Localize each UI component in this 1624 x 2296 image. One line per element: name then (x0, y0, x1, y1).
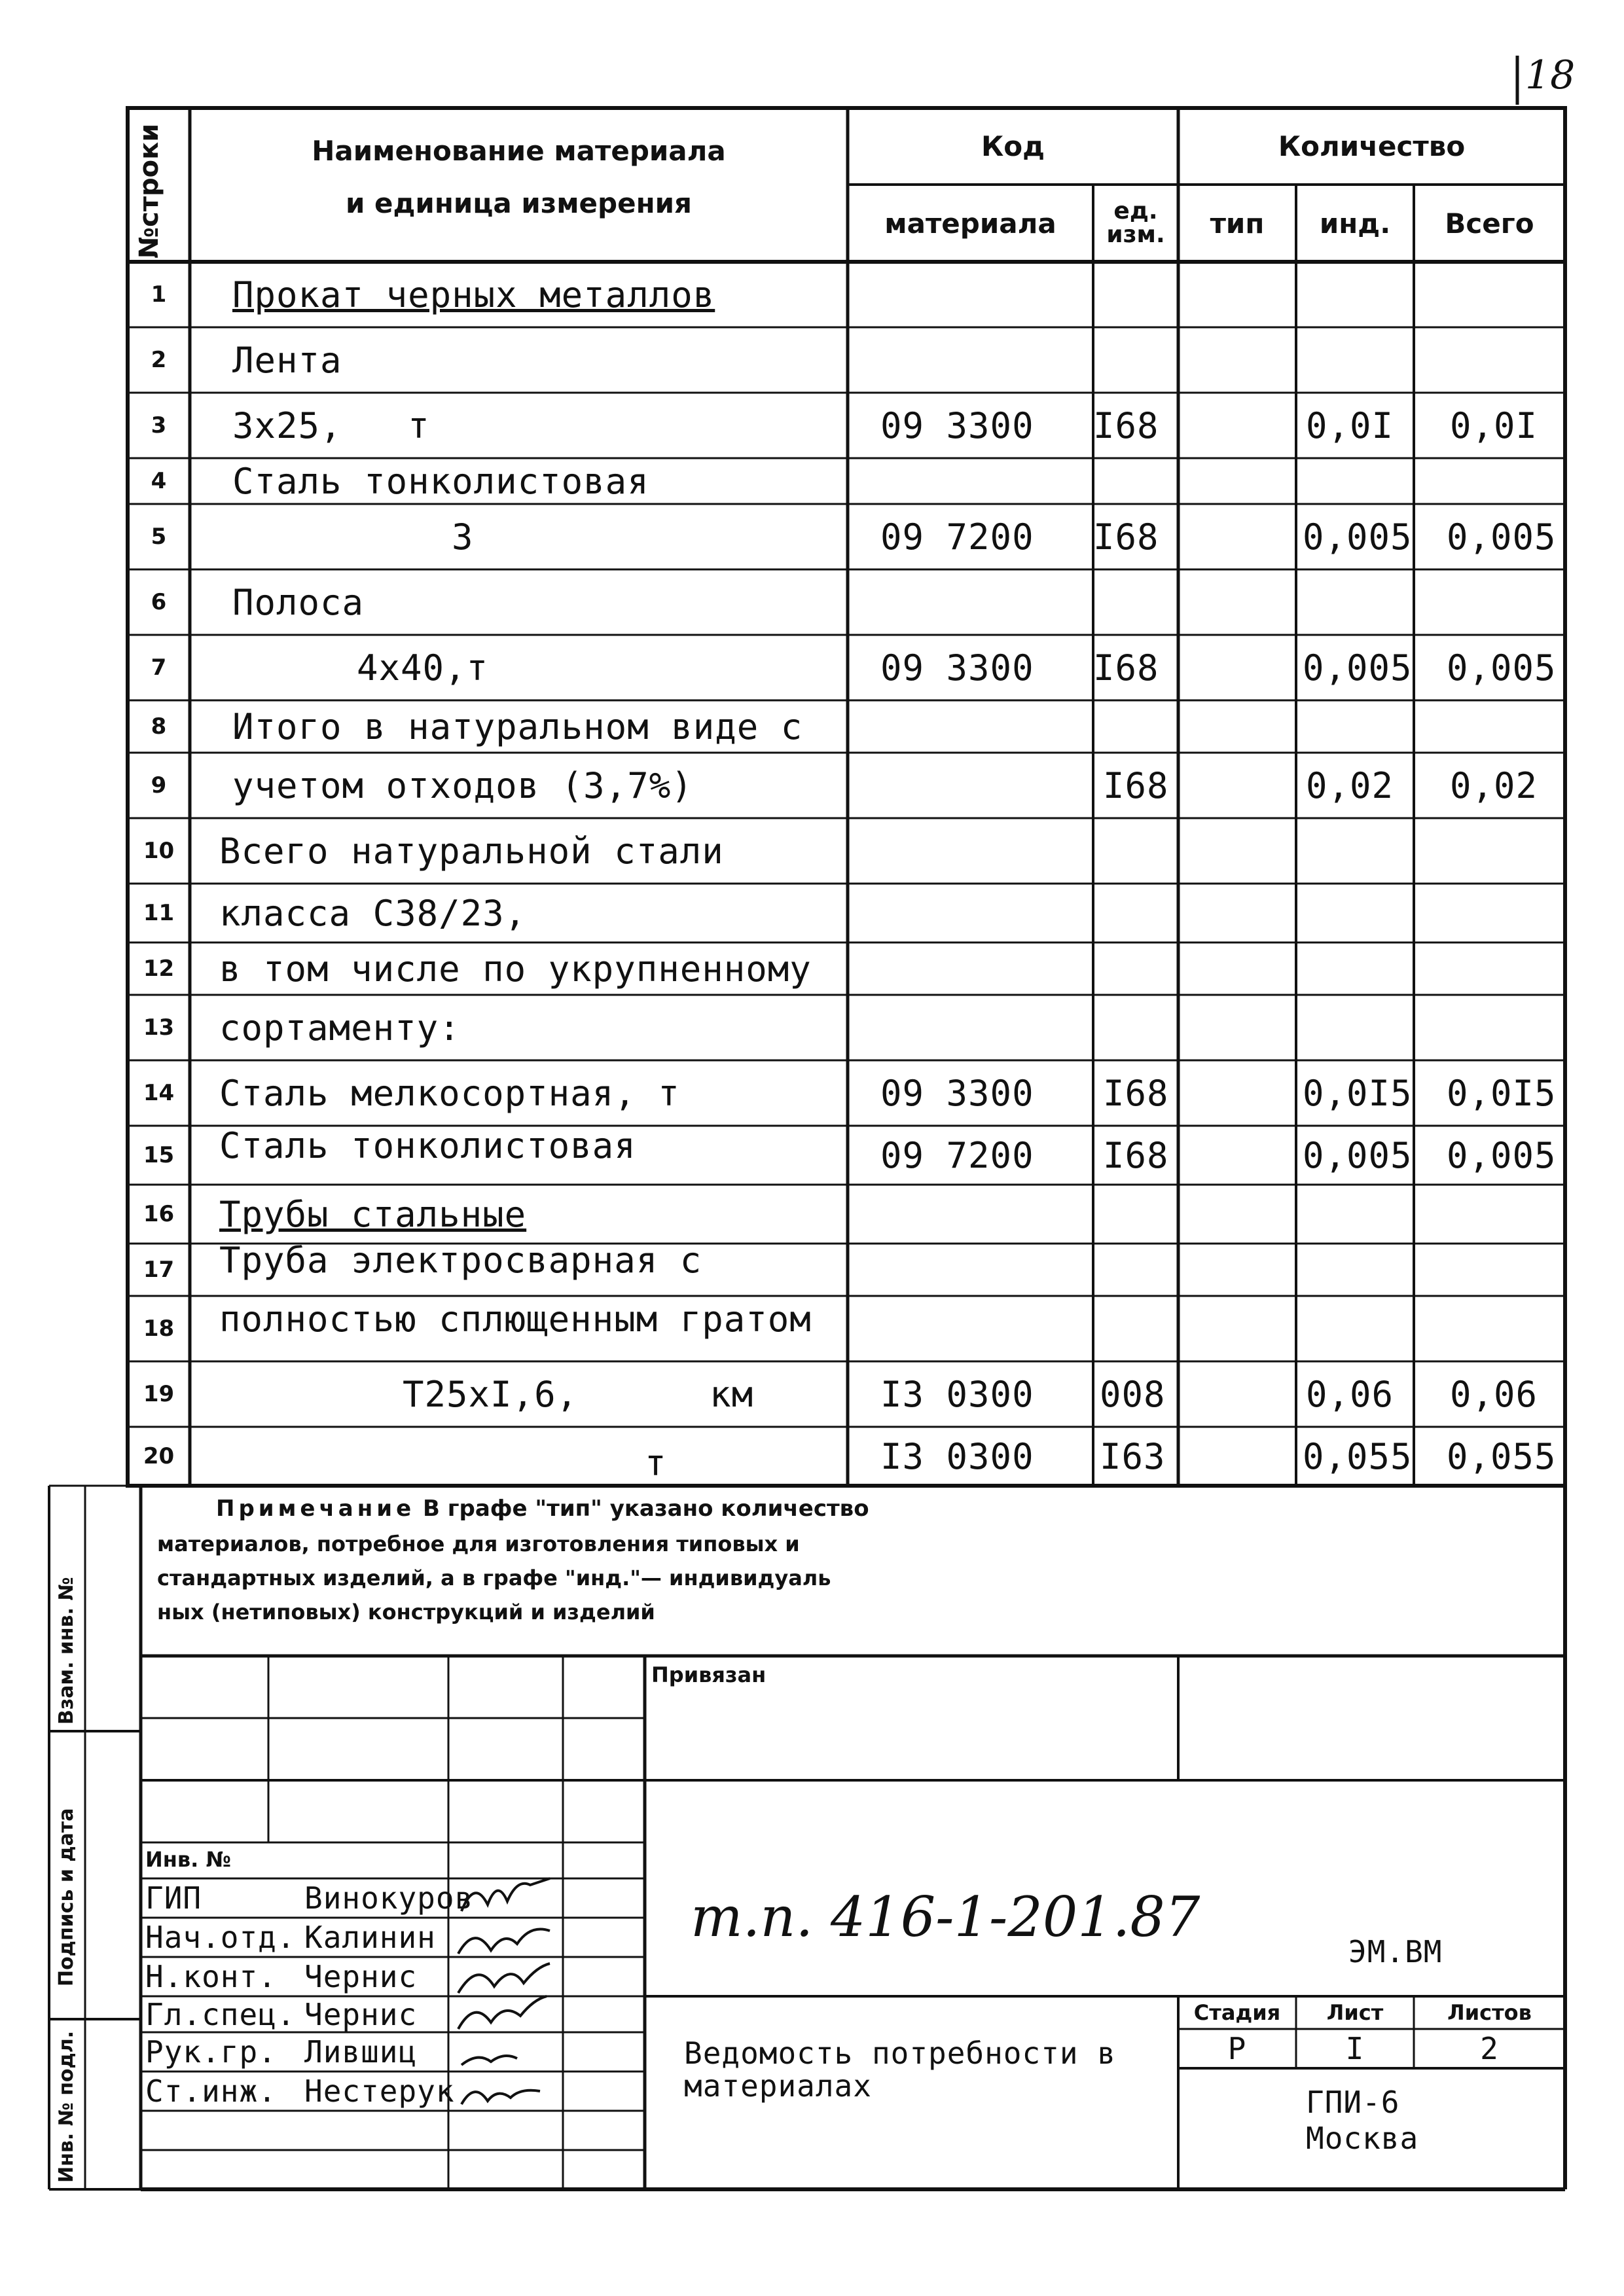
material-name: Трубы стальные (219, 1193, 527, 1235)
quantity-total: 0,005 (1447, 516, 1557, 558)
material-name: 3 (452, 516, 474, 558)
material-name: т (645, 1442, 667, 1484)
role-label: Рук.гр. (145, 2034, 277, 2070)
row-number: 11 (143, 900, 175, 926)
row-number: 2 (151, 347, 167, 373)
name-header-line2: и единица измерения (345, 187, 693, 219)
note-line-4: ных (нетиповых) конструкций и изделий (157, 1600, 655, 1624)
row-number: 14 (143, 1080, 175, 1106)
unit-code: I68 (1103, 1072, 1169, 1114)
row-number: 1 (151, 281, 167, 308)
material-name: 3x25, т (232, 404, 430, 446)
row-number-header: №строки (134, 123, 164, 259)
row-number: 16 (143, 1201, 175, 1227)
unit-code: I68 (1093, 404, 1159, 446)
material-name: полностью сплющенным гратом (219, 1298, 812, 1340)
person-name: Калинин (304, 1920, 436, 1955)
row-number: 4 (151, 468, 167, 494)
material-name: сортаменту: (219, 1007, 461, 1049)
role-label: Нач.отд. (145, 1920, 296, 1955)
row-number: 9 (151, 772, 167, 798)
stage-label: Стадия (1193, 2000, 1281, 2025)
material-name: Т25xI,6, км (403, 1373, 754, 1415)
unit-code: I68 (1103, 764, 1169, 806)
row-number: 13 (143, 1014, 175, 1041)
unit-code: I63 (1100, 1435, 1166, 1477)
row-number: 20 (143, 1443, 175, 1469)
person-name: Чернис (304, 1959, 418, 1994)
organization-name: ГПИ-6 (1306, 2085, 1400, 2120)
quantity-total-header: Всего (1445, 207, 1534, 240)
row-number: 19 (143, 1381, 175, 1407)
material-code: 09 3300 (880, 647, 1034, 689)
role-label: Ст.инж. (145, 2073, 277, 2109)
quantity-individual: 0,005 (1303, 516, 1413, 558)
material-name: Сталь тонколистовая (232, 460, 649, 502)
quantity-individual: 0,005 (1303, 647, 1413, 689)
row-number: 5 (151, 524, 167, 550)
material-name: в том числе по укрупненному (219, 948, 812, 990)
quantity-total: 0,055 (1447, 1435, 1557, 1477)
quantity-total: 0,005 (1447, 1134, 1557, 1176)
material-name: Прокат черных металлов (232, 274, 715, 315)
material-code: 09 7200 (880, 1134, 1034, 1176)
original-inventory-label: Инв. № подл. (55, 2030, 78, 2183)
unit-code: 008 (1100, 1373, 1166, 1415)
row-number: 8 (151, 713, 167, 740)
quantity-total: 0,06 (1450, 1373, 1538, 1415)
signature-date-label: Подпись и дата (55, 1808, 78, 1986)
document-title-line1: Ведомость потребности в (684, 2036, 1116, 2071)
unit-code: I68 (1093, 516, 1159, 558)
unit-code: I68 (1093, 647, 1159, 689)
note-line-1 (216, 1496, 869, 1522)
quantity-header: Количество (1278, 130, 1466, 162)
stage-value: Р (1227, 2031, 1247, 2066)
material-name: Итого в натуральном виде с (232, 706, 803, 747)
person-name: Нестерук (304, 2073, 455, 2109)
material-name: Всего натуральной стали (219, 830, 724, 872)
sheets-value: 2 (1480, 2031, 1499, 2066)
code-material-header: материала (884, 207, 1056, 240)
sheet-value: I (1345, 2031, 1365, 2066)
material-name: 4x40,т (357, 647, 489, 689)
code-header: Код (981, 130, 1045, 162)
quantity-type-header: тип (1210, 207, 1265, 240)
code-unit-header: ед. изм. (1106, 198, 1165, 248)
row-number: 12 (143, 956, 175, 982)
role-label: Н.конт. (145, 1959, 277, 1994)
drawing-mark: ЭМ.ВМ (1348, 1934, 1443, 1969)
sheet-label: Лист (1326, 2000, 1384, 2025)
person-name: Винокуров (304, 1880, 474, 1916)
attached-label: Привязан (651, 1662, 767, 1687)
note-label: Примечание (216, 1496, 416, 1522)
project-code: т.п. 416-1-201.87 (691, 1885, 1200, 1949)
quantity-individual-header: инд. (1319, 207, 1391, 240)
sheets-label: Листов (1447, 2000, 1532, 2025)
quantity-individual: 0,0I (1306, 404, 1394, 446)
organization-city: Москва (1306, 2121, 1419, 2156)
note-line-3: стандартных изделий, а в графе "инд."— индивидуаль (157, 1566, 831, 1590)
material-name: Лента (232, 339, 342, 381)
unit-code: I68 (1103, 1134, 1169, 1176)
quantity-individual: 0,055 (1303, 1435, 1413, 1477)
page-number: 18 (1525, 52, 1576, 98)
material-name: Сталь тонколистовая (219, 1124, 636, 1166)
row-number: 18 (143, 1316, 175, 1342)
quantity-total: 0,005 (1447, 647, 1557, 689)
material-code: 09 7200 (880, 516, 1034, 558)
row-number: 7 (151, 655, 167, 681)
row-number: 10 (143, 838, 175, 864)
quantity-individual: 0,005 (1303, 1134, 1413, 1176)
person-name: Чернис (304, 1996, 418, 2032)
row-number: 3 (151, 412, 167, 439)
material-name: Труба электросварная с (219, 1239, 702, 1281)
name-header-line1: Наименование материала (312, 134, 726, 167)
replacement-inventory-label: Взам. инв. № (55, 1577, 78, 1725)
row-number: 17 (143, 1257, 175, 1283)
quantity-total: 0,0I5 (1447, 1072, 1557, 1114)
document-title-line2: материалах (684, 2068, 872, 2104)
material-code: I3 0300 (880, 1373, 1034, 1415)
material-code: 09 3300 (880, 1072, 1034, 1114)
material-name: учетом отходов (3,7%) (232, 764, 693, 806)
inventory-number-label: Инв. № (145, 1847, 231, 1872)
material-code: 09 3300 (880, 404, 1034, 446)
row-number: 6 (151, 589, 167, 615)
material-code: I3 0300 (880, 1435, 1034, 1477)
quantity-individual: 0,0I5 (1303, 1072, 1413, 1114)
quantity-total: 0,0I (1450, 404, 1538, 446)
quantity-individual: 0,02 (1306, 764, 1394, 806)
quantity-individual: 0,06 (1306, 1373, 1394, 1415)
quantity-total: 0,02 (1450, 764, 1538, 806)
material-name: класса С38/23, (219, 892, 527, 934)
person-name: Лившиц (304, 2034, 418, 2070)
role-label: ГИП (145, 1880, 202, 1916)
row-number: 15 (143, 1142, 175, 1168)
material-name: Сталь мелкосортная, т (219, 1072, 680, 1114)
note-line-2: материалов, потребное для изготовления типовых и (157, 1532, 800, 1556)
role-label: Гл.спец. (145, 1996, 296, 2032)
note-text: В графе "тип" указано количество (415, 1496, 869, 1522)
material-name: Полоса (232, 581, 365, 623)
